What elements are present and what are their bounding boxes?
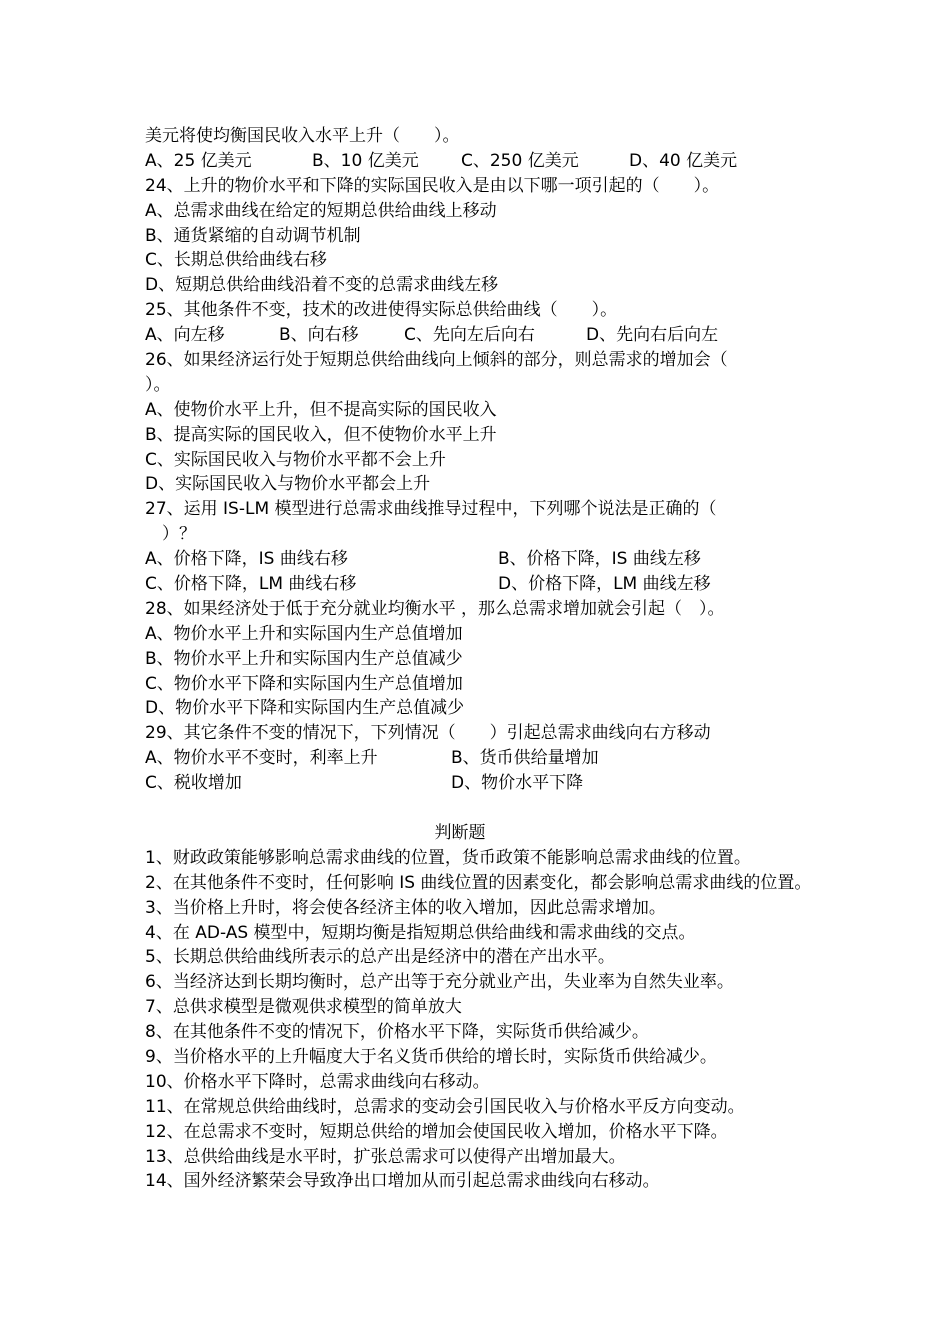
- document-page: [145, 124, 825, 1194]
- q24-option-b: B、通货紧缩的自动调节机制: [145, 225, 361, 246]
- q28-option-a: A、物价水平上升和实际国内生产总值增加: [145, 623, 463, 644]
- q26-option-c: C、实际国民收入与物价水平都不会上升: [145, 449, 446, 470]
- q28-option-c: C、物价水平下降和实际国内生产总值增加: [145, 673, 463, 694]
- judgment-heading: 判断题: [434, 822, 486, 843]
- q29-option-c: C、税收增加: [145, 773, 242, 794]
- q25-option-b: B、向右移: [279, 325, 359, 346]
- section-spacer: [145, 796, 825, 821]
- q24-option-a: A、总需求曲线在给定的短期总供给曲线上移动: [145, 200, 497, 221]
- q25-option-a: A、向左移: [145, 325, 225, 346]
- q27-option-d: D、价格下降，LM 曲线左移: [498, 574, 711, 595]
- judgment-item-12: 12、在总需求不变时，短期总供给的增加会使国民收入增加，价格水平下降。: [145, 1121, 728, 1142]
- q29-options-row1: [145, 746, 825, 771]
- q23-option-c: C、250 亿美元: [461, 150, 579, 171]
- q27-options-row2: [145, 572, 825, 597]
- q25-option-d: D、先向右后向左: [586, 325, 719, 346]
- q27-option-a: A、价格下降，IS 曲线右移: [145, 549, 348, 570]
- q26-option-b: B、提高实际的国民收入，但不使物价水平上升: [145, 424, 497, 445]
- judgment-item-9: 9、当价格水平的上升幅度大于名义货币供给的增长时，实际货币供给减少。: [145, 1046, 717, 1067]
- judgment-item-1: 1、财政政策能够影响总需求曲线的位置，货币政策不能影响总需求曲线的位置。: [145, 847, 751, 868]
- q27-option-c: C、价格下降，LM 曲线右移: [145, 574, 357, 595]
- judgment-item-2: 2、在其他条件不变时，任何影响 IS 曲线位置的因素变化，都会影响总需求曲线的位置。: [145, 872, 812, 893]
- q27-option-b: B、价格下降，IS 曲线左移: [498, 549, 701, 570]
- q24-option-c: C、长期总供给曲线右移: [145, 250, 327, 271]
- judgment-item-8: 8、在其他条件不变的情况下，价格水平下降，实际货币供给减少。: [145, 1022, 649, 1043]
- judgment-item-13: 13、总供给曲线是水平时，扩张总需求可以使得产出增加最大。: [145, 1146, 626, 1167]
- q25-stem: 25、其他条件不变，技术的改进使得实际总供给曲线（ ）。: [145, 300, 618, 321]
- q26-option-a: A、使物价水平上升，但不提高实际的国民收入: [145, 399, 497, 420]
- q28-option-d: D、物价水平下降和实际国内生产总值减少: [145, 698, 465, 719]
- judgment-item-4: 4、在 AD-AS 模型中，短期均衡是指短期总供给曲线和需求曲线的交点。: [145, 922, 696, 943]
- q26-option-d: D、实际国民收入与物价水平都会上升: [145, 474, 431, 495]
- q23-option-b: B、10 亿美元: [312, 150, 419, 171]
- q29-options-row2: [145, 771, 825, 796]
- q25-options: [145, 323, 825, 348]
- q23-options: [145, 149, 825, 174]
- q25-option-c: C、先向左后向右: [404, 325, 535, 346]
- q27-stem-line1: 27、运用 IS-LM 模型进行总需求曲线推导过程中，下列哪个说法是正确的（: [145, 499, 717, 520]
- judgment-item-7: 7、总供求模型是微观供求模型的简单放大: [145, 997, 462, 1018]
- q24-option-d: D、短期总供给曲线沿着不变的总需求曲线左移: [145, 275, 499, 296]
- judgment-item-11: 11、在常规总供给曲线时，总需求的变动会引国民收入与价格水平反方向变动。: [145, 1096, 745, 1117]
- q23-option-d: D、40 亿美元: [629, 150, 738, 171]
- q29-option-d: D、物价水平下降: [451, 773, 584, 794]
- judgment-item-5: 5、长期总供给曲线所表示的总产出是经济中的潜在产出水平。: [145, 947, 615, 968]
- q29-option-a: A、物价水平不变时，利率上升: [145, 748, 378, 769]
- judgment-item-10: 10、价格水平下降时，总需求曲线向右移动。: [145, 1071, 490, 1092]
- q23-stem-tail: 美元将使均衡国民收入水平上升（ ）。: [145, 126, 460, 146]
- q27-stem-line2: ）？: [145, 524, 196, 545]
- q23-option-a: A、25 亿美元: [145, 150, 252, 171]
- q29-stem: 29、其它条件不变的情况下，下列情况（ ）引起总需求曲线向右方移动: [145, 723, 711, 744]
- judgment-item-14: 14、国外经济繁荣会导致净出口增加从而引起总需求曲线向右移动。: [145, 1171, 660, 1192]
- judgment-item-3: 3、当价格上升时，将会使各经济主体的收入增加，因此总需求增加。: [145, 897, 666, 918]
- q26-stem-line2: ）。: [145, 374, 171, 395]
- q28-option-b: B、物价水平上升和实际国内生产总值减少: [145, 648, 463, 669]
- q27-options-row1: [145, 547, 825, 572]
- judgment-item-6: 6、当经济达到长期均衡时，总产出等于充分就业产出，失业率为自然失业率。: [145, 972, 734, 993]
- q24-stem: 24、上升的物价水平和下降的实际国民收入是由以下哪一项引起的（ ）。: [145, 175, 720, 196]
- q28-stem: 28、如果经济处于低于充分就业均衡水平 ，那么总需求增加就会引起（ ）。: [145, 598, 725, 619]
- q26-stem-line1: 26、如果经济运行处于短期总供给曲线向上倾斜的部分，则总需求的增加会（: [145, 350, 728, 371]
- q29-option-b: B、货币供给量增加: [451, 748, 599, 769]
